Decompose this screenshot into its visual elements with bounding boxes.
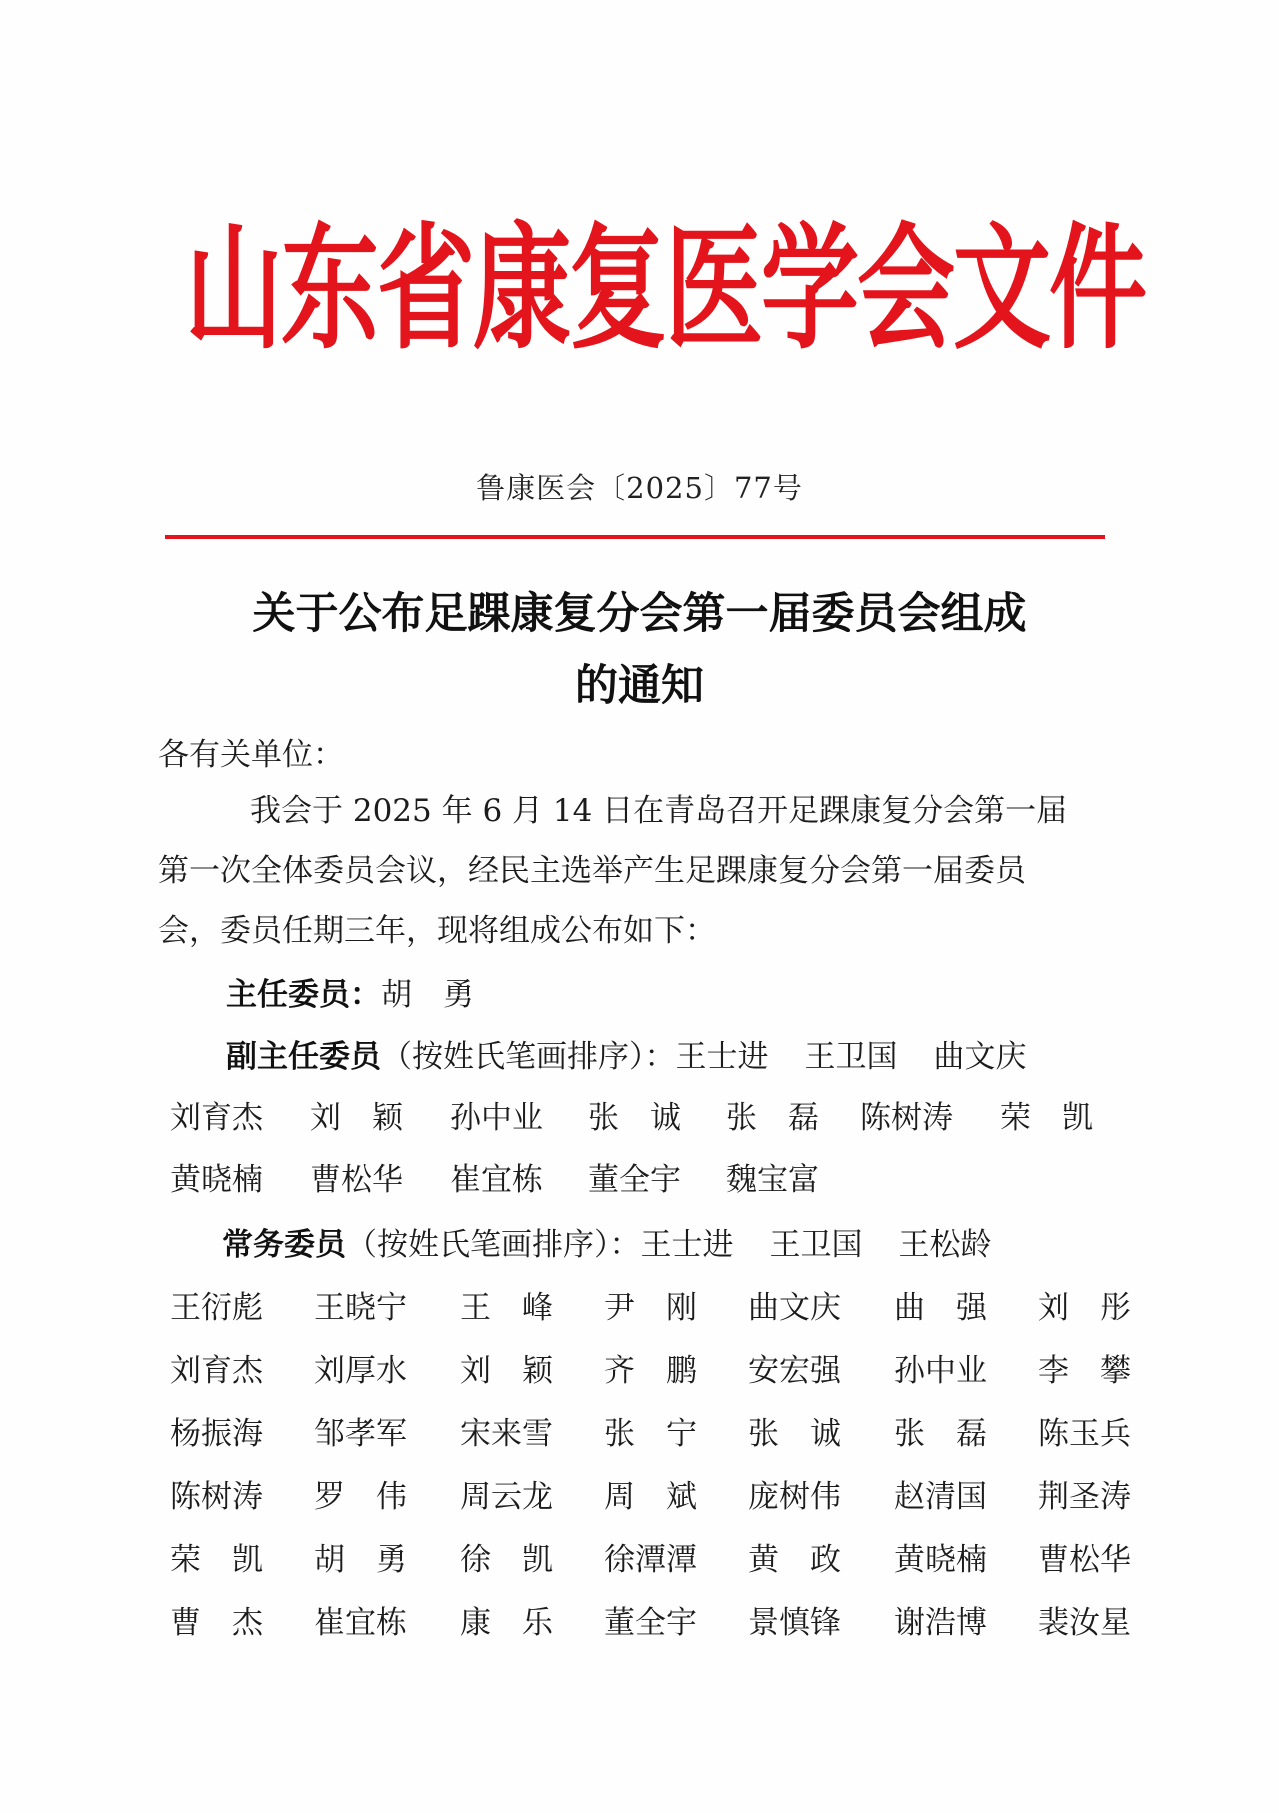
- standing-member-name: 陈玉兵: [1038, 1416, 1131, 1452]
- standing-member-name: 荆圣涛: [1038, 1479, 1131, 1515]
- paragraph-line-1: 我会于 2025 年 6 月 14 日在青岛召开足踝康复分会第一届: [250, 793, 1068, 829]
- standing-member-name: 王 峰: [460, 1290, 553, 1326]
- standing-member-name: 刘育杰: [170, 1353, 263, 1389]
- standing-member-name: 尹 刚: [604, 1290, 697, 1326]
- standing-members-heading: [222, 1225, 1212, 1265]
- paragraph-line-3: 会，委员任期三年，现将组成公布如下：: [158, 913, 716, 949]
- standing-member-name: 庞树伟: [748, 1479, 841, 1515]
- standing-member-name: 裴汝星: [1038, 1605, 1131, 1641]
- standing-member-name: 王卫国: [769, 1227, 863, 1263]
- vice-chair-name: 崔宜栋: [450, 1162, 543, 1198]
- vice-chairs-heading: [226, 1037, 1216, 1077]
- standing-member-name: 安宏强: [748, 1353, 841, 1389]
- standing-members-row-3: [168, 1414, 1148, 1454]
- notice-title-line-1: 关于公布足踝康复分会第一届委员会组成: [252, 589, 1027, 639]
- standing-member-name: 张 宁: [604, 1416, 697, 1452]
- standing-member-name: 曹松华: [1038, 1542, 1131, 1578]
- chair-label: 主任委员: [226, 977, 350, 1013]
- standing-member-name: 杨振海: [170, 1416, 263, 1452]
- vice-chair-name: 王卫国: [804, 1039, 898, 1075]
- standing-member-name: 王晓宁: [314, 1290, 407, 1326]
- vice-chair-name: 荣 凯: [1000, 1100, 1093, 1136]
- standing-member-name: 黄晓楠: [894, 1542, 987, 1578]
- vice-chairs-label: 副主任委员: [226, 1039, 381, 1075]
- standing-member-name: 周云龙: [460, 1479, 553, 1515]
- paragraph-line-2: 第一次全体委员会议，经民主选举产生足踝康复分会第一届委员: [158, 853, 1026, 889]
- standing-member-name: 张 磊: [894, 1416, 987, 1452]
- standing-member-name: 曹 杰: [170, 1605, 263, 1641]
- standing-member-name: 刘厚水: [314, 1353, 407, 1389]
- standing-member-name: 黄 政: [748, 1542, 841, 1578]
- standing-member-name: 王士进: [640, 1227, 734, 1263]
- standing-member-name: 王松龄: [898, 1227, 992, 1263]
- vice-chairs-row-1: [168, 1098, 1148, 1138]
- chair-name: 胡 勇: [381, 977, 474, 1013]
- standing-member-name: 刘 彤: [1038, 1290, 1131, 1326]
- standing-member-name: 赵清国: [894, 1479, 987, 1515]
- standing-member-name: 邹孝军: [314, 1416, 407, 1452]
- standing-member-name: 曲文庆: [748, 1290, 841, 1326]
- vice-chair-name: 董全宇: [588, 1162, 681, 1198]
- standing-member-name: 谢浩博: [894, 1605, 987, 1641]
- vice-chair-name: 孙中业: [450, 1100, 543, 1136]
- vice-chair-name: 曹松华: [310, 1162, 403, 1198]
- red-divider-line: [165, 535, 1105, 539]
- vice-chair-name: 刘 颖: [310, 1100, 403, 1136]
- vice-chair-name: 陈树涛: [860, 1100, 953, 1136]
- document-number: 鲁康医会〔2025〕77号: [476, 471, 803, 505]
- salutation: 各有关单位：: [158, 737, 344, 773]
- standing-member-name: 徐 凯: [460, 1542, 553, 1578]
- standing-member-name: 张 诚: [748, 1416, 841, 1452]
- standing-member-name: 徐潭潭: [604, 1542, 697, 1578]
- standing-member-name: 齐 鹏: [604, 1353, 697, 1389]
- standing-member-name: 陈树涛: [170, 1479, 263, 1515]
- standing-member-name: 崔宜栋: [314, 1605, 407, 1641]
- standing-member-name: 景慎锋: [748, 1605, 841, 1641]
- vice-chair-name: 曲文庆: [933, 1039, 1027, 1075]
- vice-chair-name: 张 诚: [588, 1100, 681, 1136]
- standing-members-label: 常务委员: [222, 1227, 346, 1263]
- standing-member-name: 孙中业: [894, 1353, 987, 1389]
- vice-chair-name: 黄晓楠: [170, 1162, 263, 1198]
- standing-members-row-1: [168, 1288, 1148, 1328]
- standing-member-name: 李 攀: [1038, 1353, 1131, 1389]
- vice-chair-name: 张 磊: [726, 1100, 819, 1136]
- standing-member-name: 罗 伟: [314, 1479, 407, 1515]
- vice-chairs-row-2: [168, 1160, 1148, 1200]
- standing-member-name: 周 斌: [604, 1479, 697, 1515]
- vice-chair-name: 王士进: [675, 1039, 769, 1075]
- vice-chair-name: 刘育杰: [170, 1100, 263, 1136]
- vice-chairs-note: （按姓氏笔画排序）：: [381, 1039, 676, 1075]
- standing-member-name: 王衍彪: [170, 1290, 263, 1326]
- standing-members-row-6: [168, 1603, 1148, 1643]
- chair-line: [226, 975, 1216, 1015]
- vice-chair-name: 魏宝富: [726, 1162, 819, 1198]
- standing-members-row-4: [168, 1477, 1148, 1517]
- standing-member-name: 董全宇: [604, 1605, 697, 1641]
- standing-member-name: 胡 勇: [314, 1542, 407, 1578]
- letterhead-title: 山东省康复医学会文件: [185, 209, 1146, 369]
- standing-members-row-2: [168, 1351, 1148, 1391]
- standing-member-name: 刘 颖: [460, 1353, 553, 1389]
- standing-members-row-5: [168, 1540, 1148, 1580]
- standing-member-name: 康 乐: [460, 1605, 553, 1641]
- standing-members-note: （按姓氏笔画排序）：: [346, 1227, 641, 1263]
- chair-separator: ：: [350, 977, 381, 1013]
- standing-member-name: 宋来雪: [460, 1416, 553, 1452]
- standing-member-name: 曲 强: [894, 1290, 987, 1326]
- standing-member-name: 荣 凯: [170, 1542, 263, 1578]
- notice-title: [0, 578, 1279, 722]
- notice-title-line-2: 的通知: [575, 661, 704, 711]
